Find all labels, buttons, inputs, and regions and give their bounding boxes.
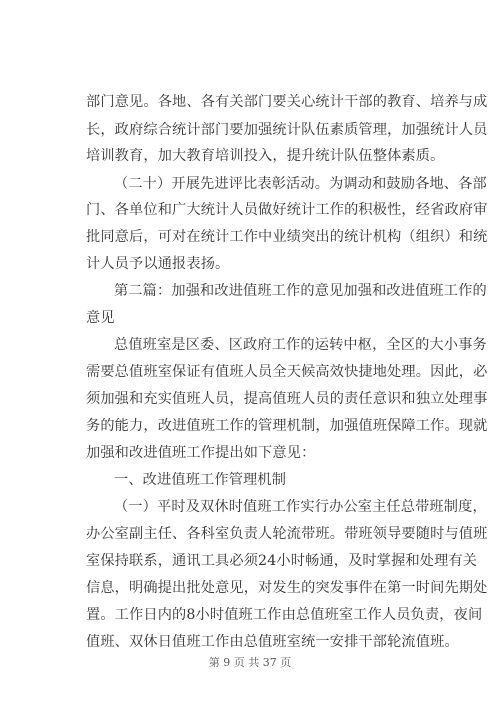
text-line-21: 值班、双休日值班工作由总值班室统一安排干部轮流值班。: [86, 634, 459, 650]
text-line-2: 长，政府综合统计部门要加强统计队伍素质管理，加强统计人员: [86, 122, 488, 138]
text-line-16: （一）平时及双休时值班工作实行办公室主任总带班制度，: [114, 499, 487, 515]
text-line-6: 批同意后，可对在统计工作中业绩突出的统计机构（组织）和统: [86, 229, 488, 245]
text-line-7: 计人员予以通报表扬。: [86, 256, 230, 272]
text-line-20: 置。工作日内的8小时值班工作由总值班室工作人员负责，夜间: [86, 607, 483, 623]
text-line-5: 门、各单位和广大统计人员做好统计工作的积极性，经省政府审: [86, 202, 488, 218]
text-line-12: 须加强和充实值班人员，提高值班人员的责任意识和独立处理事: [86, 391, 488, 407]
text-line-14: 加强和改进值班工作提出如下意见：: [86, 445, 316, 461]
page-number-footer: 第 9 页 共 37 页: [208, 656, 292, 669]
text-line-3: 培训教育，加大教育培训投入，提升统计队伍整体素质。: [86, 148, 445, 164]
section-heading-line-1: 第二篇：加强和改进值班工作的意见加强和改进值班工作的: [114, 283, 487, 299]
text-line-4: （二十）开展先进评比表彰活动。为调动和鼓励各地、各部: [114, 176, 487, 192]
text-line-13: 务的能力，改进值班工作的管理机制，加强值班保障工作。现就: [86, 418, 488, 434]
subheading-line: 一、改进值班工作管理机制: [114, 472, 287, 488]
text-line-11: 需要总值班室保证有值班人员全天候高效快捷地处理。因此，必: [86, 364, 488, 380]
text-line-17: 办公室副主任、各科室负责人轮流带班。带班领导要随时与值班: [86, 526, 488, 542]
text-line-19: 信息，明确提出批处意见，对发生的突发事件在第一时间先期处: [86, 580, 488, 596]
section-heading-line-2: 意见: [86, 310, 115, 326]
text-line-10: 总值班室是区委、区政府工作的运转中枢，全区的大小事务: [114, 337, 487, 353]
text-line-18: 室保持联系，通讯工具必须24小时畅通，及时掌握和处理有关: [86, 553, 478, 569]
text-line-1: 部门意见。各地、各有关部门要关心统计干部的教育、培养与成: [86, 94, 488, 110]
